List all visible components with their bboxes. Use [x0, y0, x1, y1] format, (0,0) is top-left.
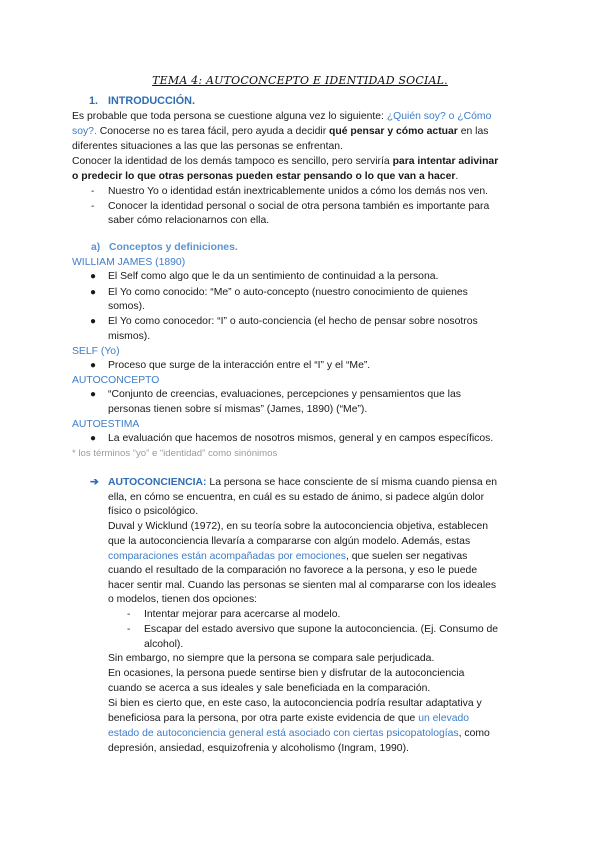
autoconcepto-label: AUTOCONCEPTO	[72, 375, 160, 386]
autoconciencia-line-3: físico o psicológico.	[108, 506, 199, 517]
james-bullet-3b: mismos).	[108, 331, 151, 342]
autoconciencia-line-16: depresión, ansiedad, esquizofrenia y alcoholismo (Ingram, 1990).	[108, 743, 409, 754]
dash-bullet: -	[127, 609, 131, 620]
autoconciencia-line-14: beneficiosa para la persona, por otra parte existe evidencia de que un elevado	[108, 713, 470, 724]
intro-line-5: o predecir lo que otras personas pueden estar pensando o lo que van a hacer.	[72, 171, 459, 182]
intro-dash-2a: Conocer la identidad personal o social de otra persona también es importante para	[108, 201, 490, 212]
option-2b: alcohol).	[144, 639, 184, 650]
autoconcepto-bullet-1b: personas tienen sobre sí mismas” (James, 1890) (“Me”).	[108, 404, 368, 415]
autoconcepto-bullet-1a: “Conjunto de creencias, evaluaciones, percepciones y pensamientos que las	[108, 389, 461, 400]
dash-bullet: -	[127, 624, 131, 635]
autoconciencia-line-11: En ocasiones, la persona puede sentirse bien y disfrutar de la autoconciencia	[108, 668, 465, 679]
arrow-icon: ➔	[90, 477, 99, 488]
intro-line-3: diferentes situaciones a las que las personas se enfrentan.	[72, 141, 343, 152]
intro-line-2: soy?. Conocerse no es tarea fácil, pero ayuda a decidir qué pensar y cómo actuar en las	[72, 126, 489, 137]
subsection-number: a)	[91, 242, 101, 253]
option-1: Intentar mejorar para acercarse al modelo.	[144, 609, 341, 620]
bullet-dot: ●	[90, 360, 97, 371]
section-number: 1.	[89, 95, 99, 107]
autoconciencia-line-5: que la autoconciencia llevaría a compararse con algún modelo. Además, estas	[108, 536, 471, 547]
autoconciencia-line-4: Duval y Wicklund (1972), en su teoría sobre la autoconciencia objetiva, establecen	[108, 521, 489, 532]
james-bullet-2a: El Yo como conocido: “Me” o auto-concepto (nuestro conocimiento de quienes	[108, 287, 468, 298]
autoconciencia-line-15: estado de autoconciencia general está asociado con ciertas psicopatologías, como	[108, 728, 490, 739]
autoconciencia-line-2: ella, en cómo se encuentra, en cuál es su estado de ánimo, si padece algún dolor	[108, 492, 485, 503]
autoestima-bullet-1: La evaluación que hacemos de nosotros mismos, general y en campos específicos.	[108, 433, 494, 444]
autoconciencia-line-8: hacer sentir mal. Cuando las personas se sienten mal al compararse con los ideales	[108, 580, 497, 591]
autoconciencia-line-6: comparaciones están acompañadas por emociones, que suelen ser negativas	[108, 551, 468, 562]
william-james-label: WILLIAM JAMES (1890)	[72, 257, 186, 268]
self-bullet-1: Proceso que surge de la interacción entre el “I” y el “Me”.	[108, 360, 371, 371]
bullet-dot: ●	[90, 389, 97, 400]
option-2a: Escapar del estado aversivo que supone la autoconciencia. (Ej. Consumo de	[144, 624, 499, 635]
autoconciencia-line-7: cuando el resultado de la comparación no favorece a la persona, y eso le puede	[108, 565, 478, 576]
james-bullet-2b: somos).	[108, 301, 145, 312]
james-bullet-1: El Self como algo que le da un sentimiento de continuidad a la persona.	[108, 271, 439, 282]
autoestima-label: AUTOESTIMA	[72, 419, 140, 430]
autoconciencia-line-9: o modelos, tienen dos opciones:	[108, 594, 258, 605]
self-label: SELF (Yo)	[72, 346, 120, 357]
bullet-dot: ●	[90, 433, 97, 444]
section-heading: INTRODUCCIÓN.	[108, 95, 195, 107]
page-title: TEMA 4: AUTOCONCEPTO E IDENTIDAD SOCIAL.	[152, 74, 448, 87]
intro-line-1: Es probable que toda persona se cuestione alguna vez lo siguiente: ¿Quién soy? o ¿Cómo	[72, 111, 492, 122]
autoconciencia-line-12: cuando se acerca a sus ideales y sale beneficiada en la comparación.	[108, 683, 431, 694]
synonyms-note: * los términos “yo” e “identidad” como sinónimos	[72, 448, 278, 459]
james-bullet-3a: El Yo como conocedor: “I” o auto-conciencia (el hecho de pensar sobre nosotros	[108, 316, 478, 327]
autoconciencia-line-13: Si bien es cierto que, en este caso, la autoconciencia podría resultar adaptativa y	[108, 698, 482, 709]
autoconciencia-line-10: Sin embargo, no siempre que la persona se compara sale perjudicada.	[108, 653, 435, 664]
bullet-dot: ●	[90, 316, 97, 327]
dash-bullet: -	[91, 186, 95, 197]
intro-line-4: Conocer la identidad de los demás tampoco es sencillo, pero serviría para intentar adivinar	[72, 156, 499, 167]
subsection-heading: Conceptos y definiciones.	[109, 242, 238, 253]
intro-dash-2b: saber cómo relacionarnos con ella.	[108, 215, 270, 226]
autoconciencia-line-1: AUTOCONCIENCIA: La persona se hace consciente de sí misma cuando piensa en	[108, 477, 498, 488]
bullet-dot: ●	[90, 287, 97, 298]
intro-dash-1: Nuestro Yo o identidad están inextricablemente unidos a cómo los demás nos ven.	[108, 186, 489, 197]
bullet-dot: ●	[90, 271, 97, 282]
dash-bullet: -	[91, 201, 95, 212]
